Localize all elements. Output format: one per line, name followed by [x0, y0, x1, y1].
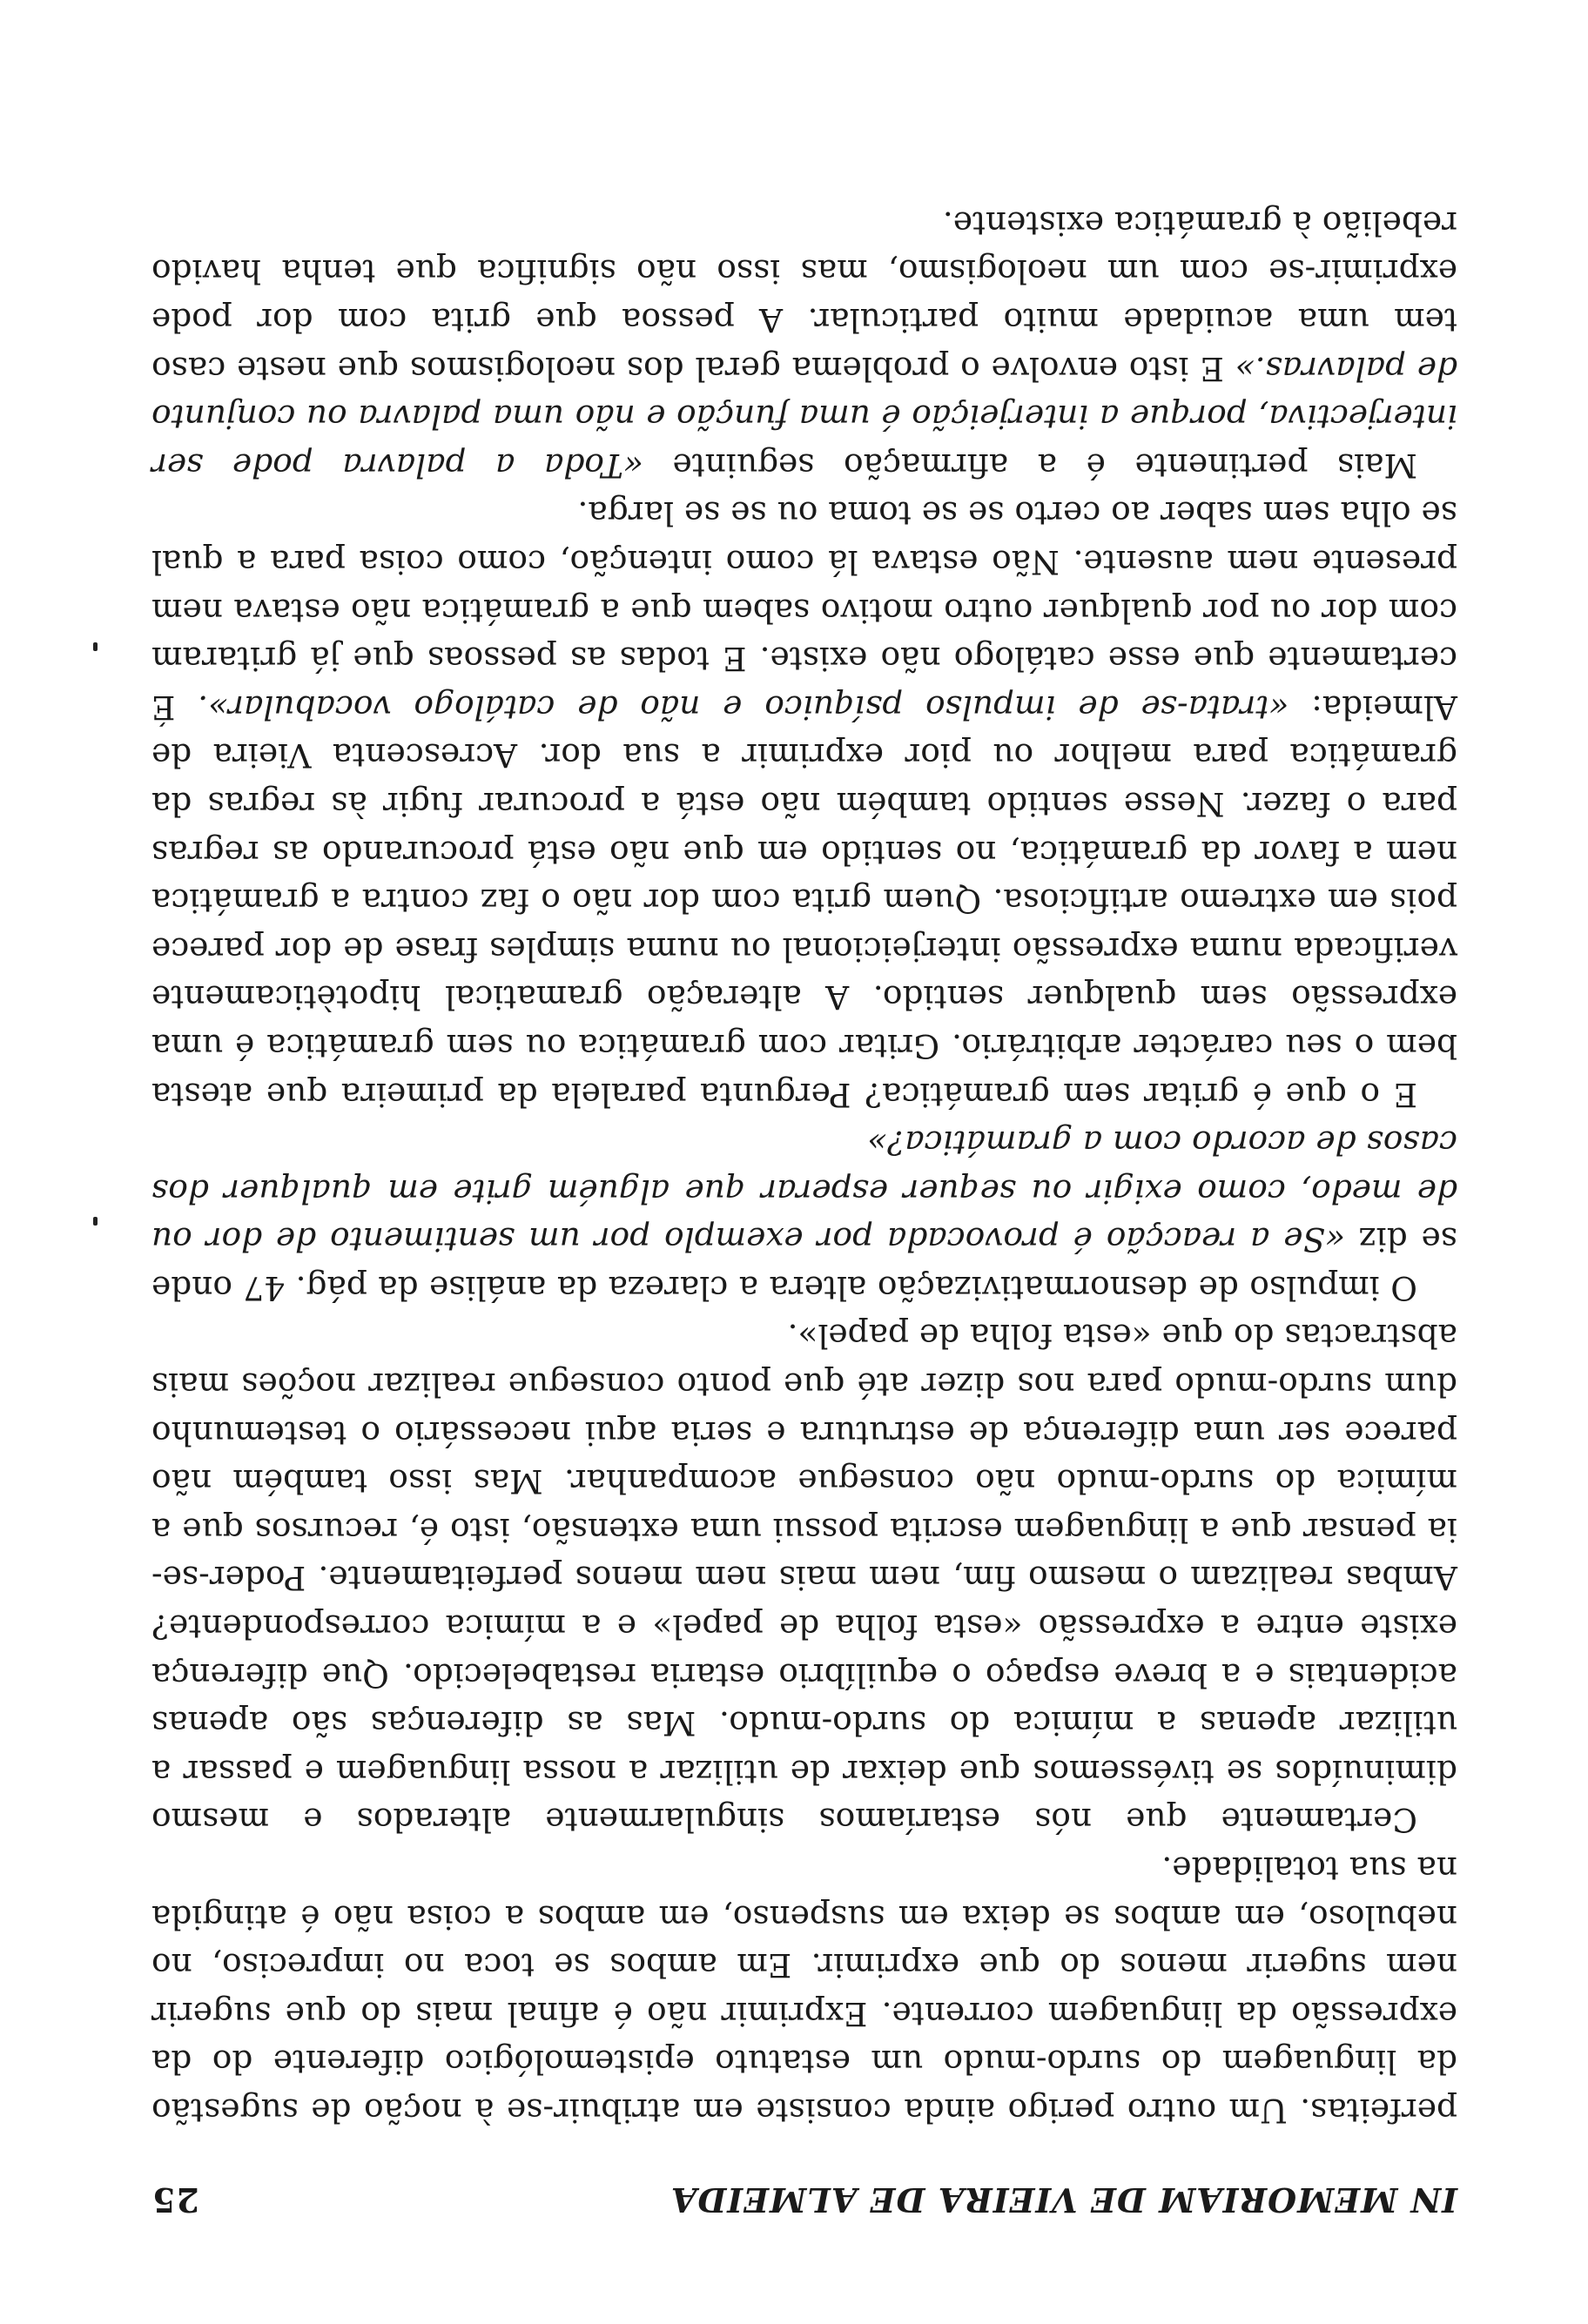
- margin-mark: [93, 642, 98, 651]
- paragraph: [151, 489, 1457, 1118]
- paragraph-text: É certamente que esse catálogo não existe. E todas as pessoas que já gritaram com dor ou por qualquer outro motivo sabem que a gramática não estava nem presente nem ausente. Não estava lá como intenção, como coisa para a qual se olha sem saber ao certo se se toma ou se se larga.: [151, 494, 1457, 727]
- paragraph-text: E o que é gritar sem gramática? Pergunta paralela da primeira que atesta bem o seu carácter arbitrário. Gritar com gramática ou sem gramática é uma expressão sem qualquer sentido. A alteração gramatical hipotèticamente verificada numa expressão interjeicional ou numa simples frase de dor parece pois em extremo artificiosa. Quem grita com dor não o faz contra a gramática nem a favor da gramática, no sentido em que não está procurando as regras para o fazer. Nesse sentido também não está a procurar fugir às regras da gramática para melhor ou pior exprimir a sua dor. Acrescenta Vieira de Almeida:: [151, 688, 1457, 1114]
- paragraph-text: O impulso de desnormativização altera a clareza da análise da pág. 47 onde se diz: [151, 1220, 1457, 1307]
- paragraph-text: Certamente que nós estaríamos singularmente alterados e mesmo diminuídos se tivéssemos que deixar de utilizar a nossa linguagem e passar a utilizar apenas a mímica do surdo-mudo. Mas as diferenças são apenas acidentais e a breve espaço o equilíbrio estaria restabelecido. Que diferença existe entre a expressão «esta folha de papel» e a mímica correspondente? Ambas realizam o mesmo fim, nem mais nem menos perfeitamente. Poder-se-ia pensar que a linguagem escrita possui uma extensão, isto é, recursos que a mímica do surdo-mudo não consegue acompanhar. Mas isso também não parece ser uma diferença de estrutura e seria aqui necessário o testemunho dum surdo-mudo para nos dizer até que ponto consegue realizar noções mais abstractas do que «esta folha de papel».: [151, 1317, 1457, 1840]
- quotation-text: «Se a reacção é provocada por exemplo por um sentimento de dor ou de medo, como exigir ou sequer esperar que alguém grite em qualquer dos casos de acordo com a gramática?»: [151, 1124, 1457, 1259]
- header-title: IN MEMORIAM DE VIEIRA DE ALMEIDA: [670, 2180, 1457, 2220]
- page-number: 25: [151, 2180, 199, 2220]
- page-content: [151, 198, 1457, 2220]
- body-text: [151, 198, 1457, 2134]
- paragraph-text: perfeitas. Um outro perigo ainda consiste em atribuir-se à noção de sugestão da linguagem do surdo-mudo um estatuto epistemológico diferente do da expressão da linguagem corrente. Exprimir não é afinal mais do que sugerir nem sugerir menos do que exprimir. Em ambos se toca no impreciso, no nebuloso, em ambos se deixa em suspenso, em ambos a coisa não é atingida na sua totalidade.: [151, 1850, 1457, 2130]
- quotation-text: «Toda a palavra pode ser interjectiva, porque a interjeição é uma função e não uma palavra ou conjunto de palavras.»: [151, 349, 1457, 485]
- running-header: [151, 2167, 1457, 2220]
- paragraph: [151, 1118, 1457, 1312]
- quotation-text: «trata-se de impulso psíquico e não de catálogo vocabular».: [198, 688, 1289, 727]
- paragraph-text: Mais pertinente é a afirmação seguinte: [643, 446, 1417, 485]
- paragraph-text: E isto envolve o problema geral dos neologismos que neste caso tem uma acuidade muito particular. A pessoa que grita com dor pode exprimir-se com um neologismo, mas isso não significa que tenha havido rebelião à gramática existente.: [151, 204, 1457, 388]
- margin-mark: [93, 1217, 98, 1226]
- paragraph: [151, 1844, 1457, 2134]
- paragraph: [151, 1312, 1457, 1844]
- paragraph: [151, 198, 1457, 489]
